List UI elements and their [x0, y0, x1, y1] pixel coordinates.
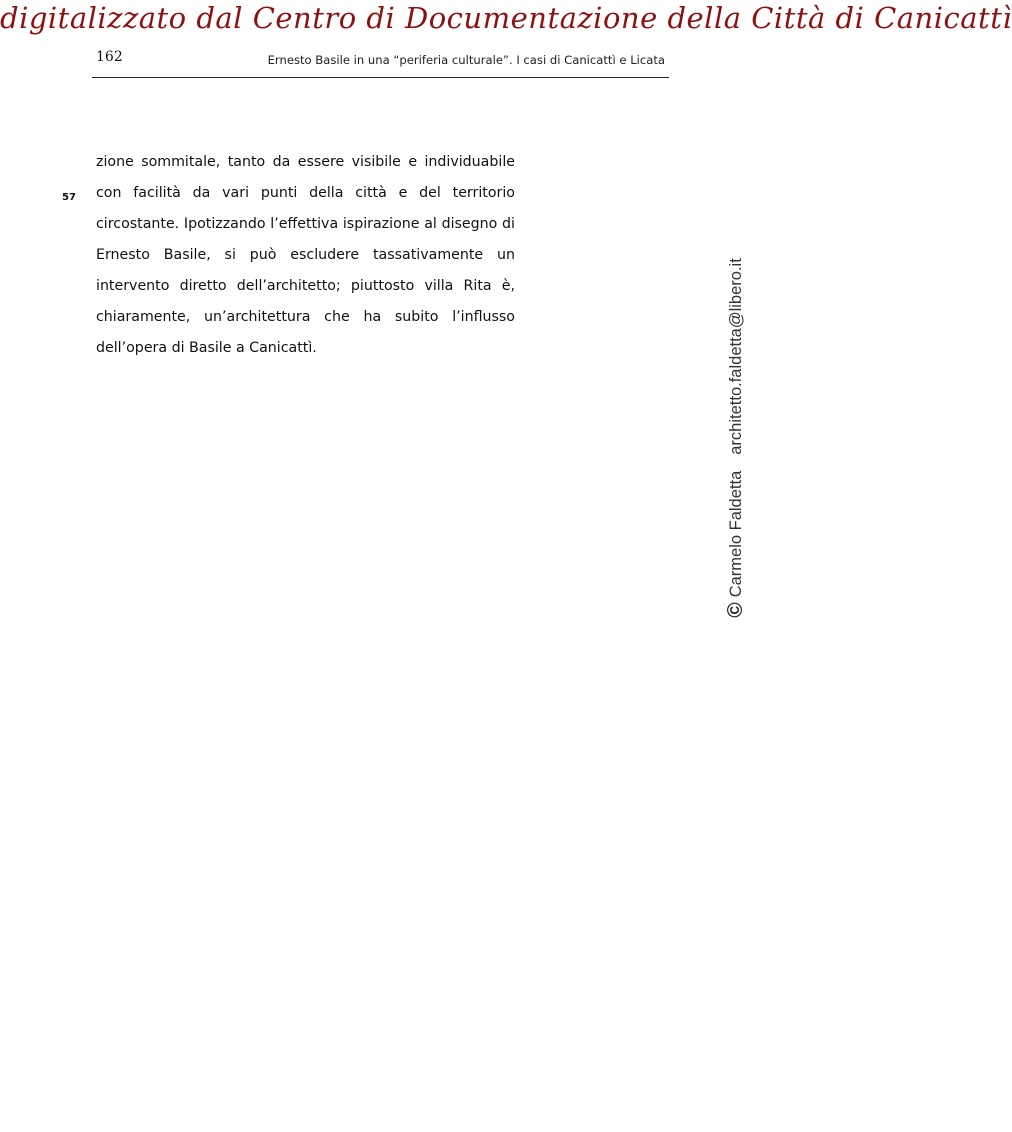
copyright-icon: ©: [724, 602, 747, 618]
body-paragraph: zione sommitale, tanto da essere visibile e individuabile con facilità da vari punti della città e del territorio circostante. Ipotizzando l’effettiva ispirazione al disegno di Ernesto Basile, si può escludere tassativamente un intervento diretto dell’architetto; piuttosto villa Rita è, chiaramente, un’architettura che ha subito l’influsso dell’opera di Basile a Canicattì.: [96, 154, 515, 356]
margin-line-number: 57: [62, 192, 76, 203]
running-title: Ernesto Basile in una “periferia culturale”. I casi di Canicattì e Licata: [267, 53, 665, 67]
side-credit: [724, 258, 748, 618]
page-number: 162: [96, 49, 123, 65]
watermark-banner: digitalizzato dal Centro di Documentazione della Città di Canicattì: [0, 1, 1012, 35]
credit-email: architetto.faldetta@libero.it: [726, 258, 745, 455]
credit-author: Carmelo Faldetta: [726, 470, 745, 598]
header-divider: [92, 77, 669, 78]
